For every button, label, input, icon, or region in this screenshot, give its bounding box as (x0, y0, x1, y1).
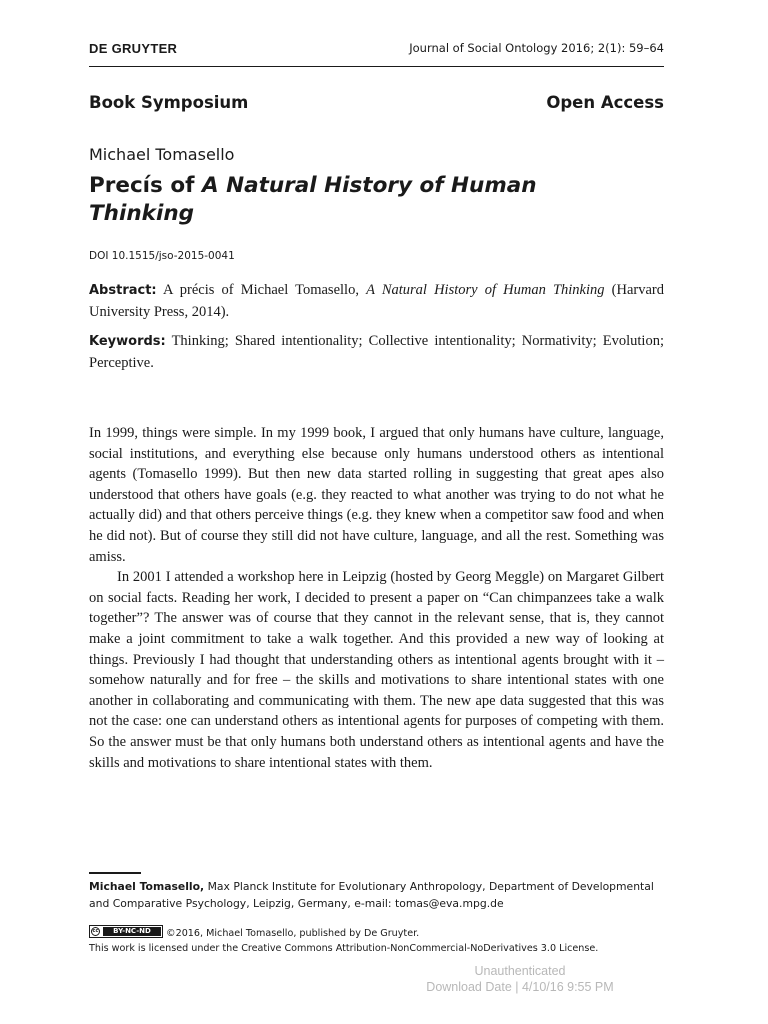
cc-icon: cc (92, 928, 99, 934)
article-author: Michael Tomasello (89, 145, 235, 164)
abstract-text-italic: A Natural History of Human Thinking (366, 282, 605, 298)
title-italic: A Natural History of Human Thinking (89, 173, 537, 226)
copyright-text: ©2016, Michael Tomasello, published by De Gruyter. (166, 928, 420, 939)
footnote-rule (89, 872, 141, 874)
license-line-1 (89, 925, 664, 941)
body-paragraph-2: In 2001 I attended a workshop here in Leipzig (hosted by Georg Meggle) on Margaret Gilbert on social facts. Reading her work, I decided to present a paper on “Can chimpanzees take a walk together”? The answer was of course that they cannot in the relevant sense, that is, they cannot make a joint commitment to take a walk together. And this provided a new way of looking at things. Previously I had thought that understanding others as intentional agents brought with it – somehow naturally and for free – the skills and motivations to share intentional states with one another in collaborating and communicating with them. The new ape data suggested that this was not the case: one can understand others as intentional agents for purposes of competing with them. So the answer must be that only humans both understand others as intentional agents and have the skills and motivations to share intentional states with them. (89, 569, 664, 771)
license-line-2: This work is licensed under the Creative Commons Attribution-NonCommercial-NoDerivatives 3.0 License. (89, 943, 599, 954)
watermark-line-2: Download Date | 4/10/16 9:55 PM (426, 980, 614, 994)
header-rule (89, 66, 664, 67)
section-label: Book Symposium (89, 93, 249, 112)
body-paragraph-1: In 1999, things were simple. In my 1999 book, I argued that only humans have culture, language, social institutions, and everything else because only humans understood others as intentional agents (Tomasello 1999). But then new data started rolling in suggesting that great apes also understood that others have goals (e.g. they reacted to what another was trying to do not what he actually did) and that others perceive things (e.g. they knew when a competitor saw food and when he did not). But of course they still did not have culture, language, and all the rest. Something was amiss. (89, 425, 664, 565)
license-block (89, 925, 664, 956)
keywords (89, 331, 664, 373)
section-row (89, 93, 664, 117)
watermark-line-1: Unauthenticated (474, 964, 566, 978)
title-plain: Precís of (89, 173, 202, 198)
download-watermark (415, 963, 625, 995)
keywords-label: Keywords: (89, 334, 166, 349)
page-header (89, 40, 664, 58)
affiliation-text: Max Planck Institute for Evolutionary Anthropology, Department of Developmental and Comparative Psychology, Leipzig, Germany, e-mail: tomas@eva.mpg.de (89, 880, 654, 910)
journal-citation: Journal of Social Ontology 2016; 2(1): 59–64 (409, 41, 664, 55)
abstract-text-before: A précis of Michael Tomasello, (156, 282, 367, 298)
article-doi: DOI 10.1515/jso-2015-0041 (89, 250, 235, 262)
cc-license-badge (89, 925, 163, 938)
access-label: Open Access (546, 93, 664, 112)
article-title (89, 172, 649, 228)
keywords-text: Thinking; Shared intentionality; Collective intentionality; Normativity; Evolution; Perceptive. (89, 333, 664, 371)
cc-badge-text: BY-NC-ND (103, 927, 161, 936)
author-affiliation (89, 878, 664, 912)
publisher-logo: DE GRUYTER (89, 41, 178, 56)
abstract-label: Abstract: (89, 283, 157, 298)
article-body (89, 423, 664, 773)
affiliation-name: Michael Tomasello, (89, 880, 205, 893)
abstract-text-after: (Harvard University Press, 2014). (89, 282, 664, 320)
abstract (89, 280, 664, 322)
